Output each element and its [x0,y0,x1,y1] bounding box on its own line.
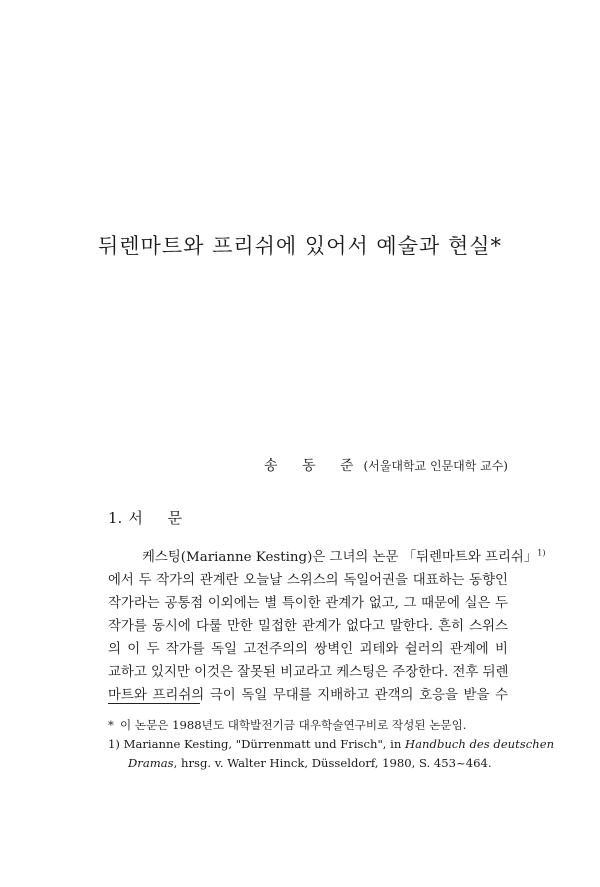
paragraph-line: 케스팅(Marianne Kesting)은 그녀의 논문 「뒤렌마트와 프리쉬」$^{1)}$ [142,548,546,565]
section-title: 서 문 [128,509,193,527]
footnote-1-continued [108,754,510,773]
paragraph-line: 의 이 두 작가를 독일 고전주의의 쌍벽인 괴테와 쉴러의 관계에 비 [108,642,508,657]
footnote-1-text-pre: Marianne Kesting, "Dürrenmatt und Frisch", in [123,737,406,751]
section-heading [108,507,192,529]
author-line [264,456,508,476]
footnote-divider [108,703,200,704]
paragraph-line: 에서 두 작가의 관계란 오늘날 스위스의 독일어권을 대표하는 동향인 [108,573,508,588]
footnote-1-book-title: Handbuch des deutschen [405,737,555,751]
footnote-star-mark: * [108,718,114,732]
footnote-1-book-title-cont: Dramas [128,756,174,770]
footnote-1 [108,735,555,754]
paragraph-line: 교하고 있지만 이것은 잘못된 비교라고 케스팅은 주장한다. 전후 뒤렌 [108,665,509,680]
body-paragraph [108,546,546,707]
paragraph-line: 작가라는 공통점 이외에는 별 특이한 관계가 없고, 그 때문에 실은 두 [108,596,508,611]
author-name: 송 동 준 [264,458,364,474]
footnote-ref[interactable]: 1) [537,548,546,558]
footnote-star-text: 이 논문은 1988년도 대학발전기금 대우학술연구비로 작성된 논문임. [120,718,467,732]
footnote-1-mark: 1) [108,737,120,751]
footnote-1-text-post: , hrsg. v. Walter Hinck, Düsseldorf, 1980, S. 453~464. [173,756,492,770]
article-title: 뒤렌마트와 프리쉬에 있어서 예술과 현실* [97,234,503,258]
paragraph-line: 작가를 동시에 다룰 만한 밀접한 관계가 없다고 말한다. 흔히 스위스 [108,619,508,634]
section-number: 1. [108,509,123,527]
paragraph-line: 마트와 프리쉬의 극이 독일 무대를 지배하고 관객의 호응을 받을 수 [108,688,508,703]
author-affiliation: (서울대학교 인문대학 교수) [363,459,508,473]
footnotes [108,716,555,773]
footnote-star [108,716,510,735]
